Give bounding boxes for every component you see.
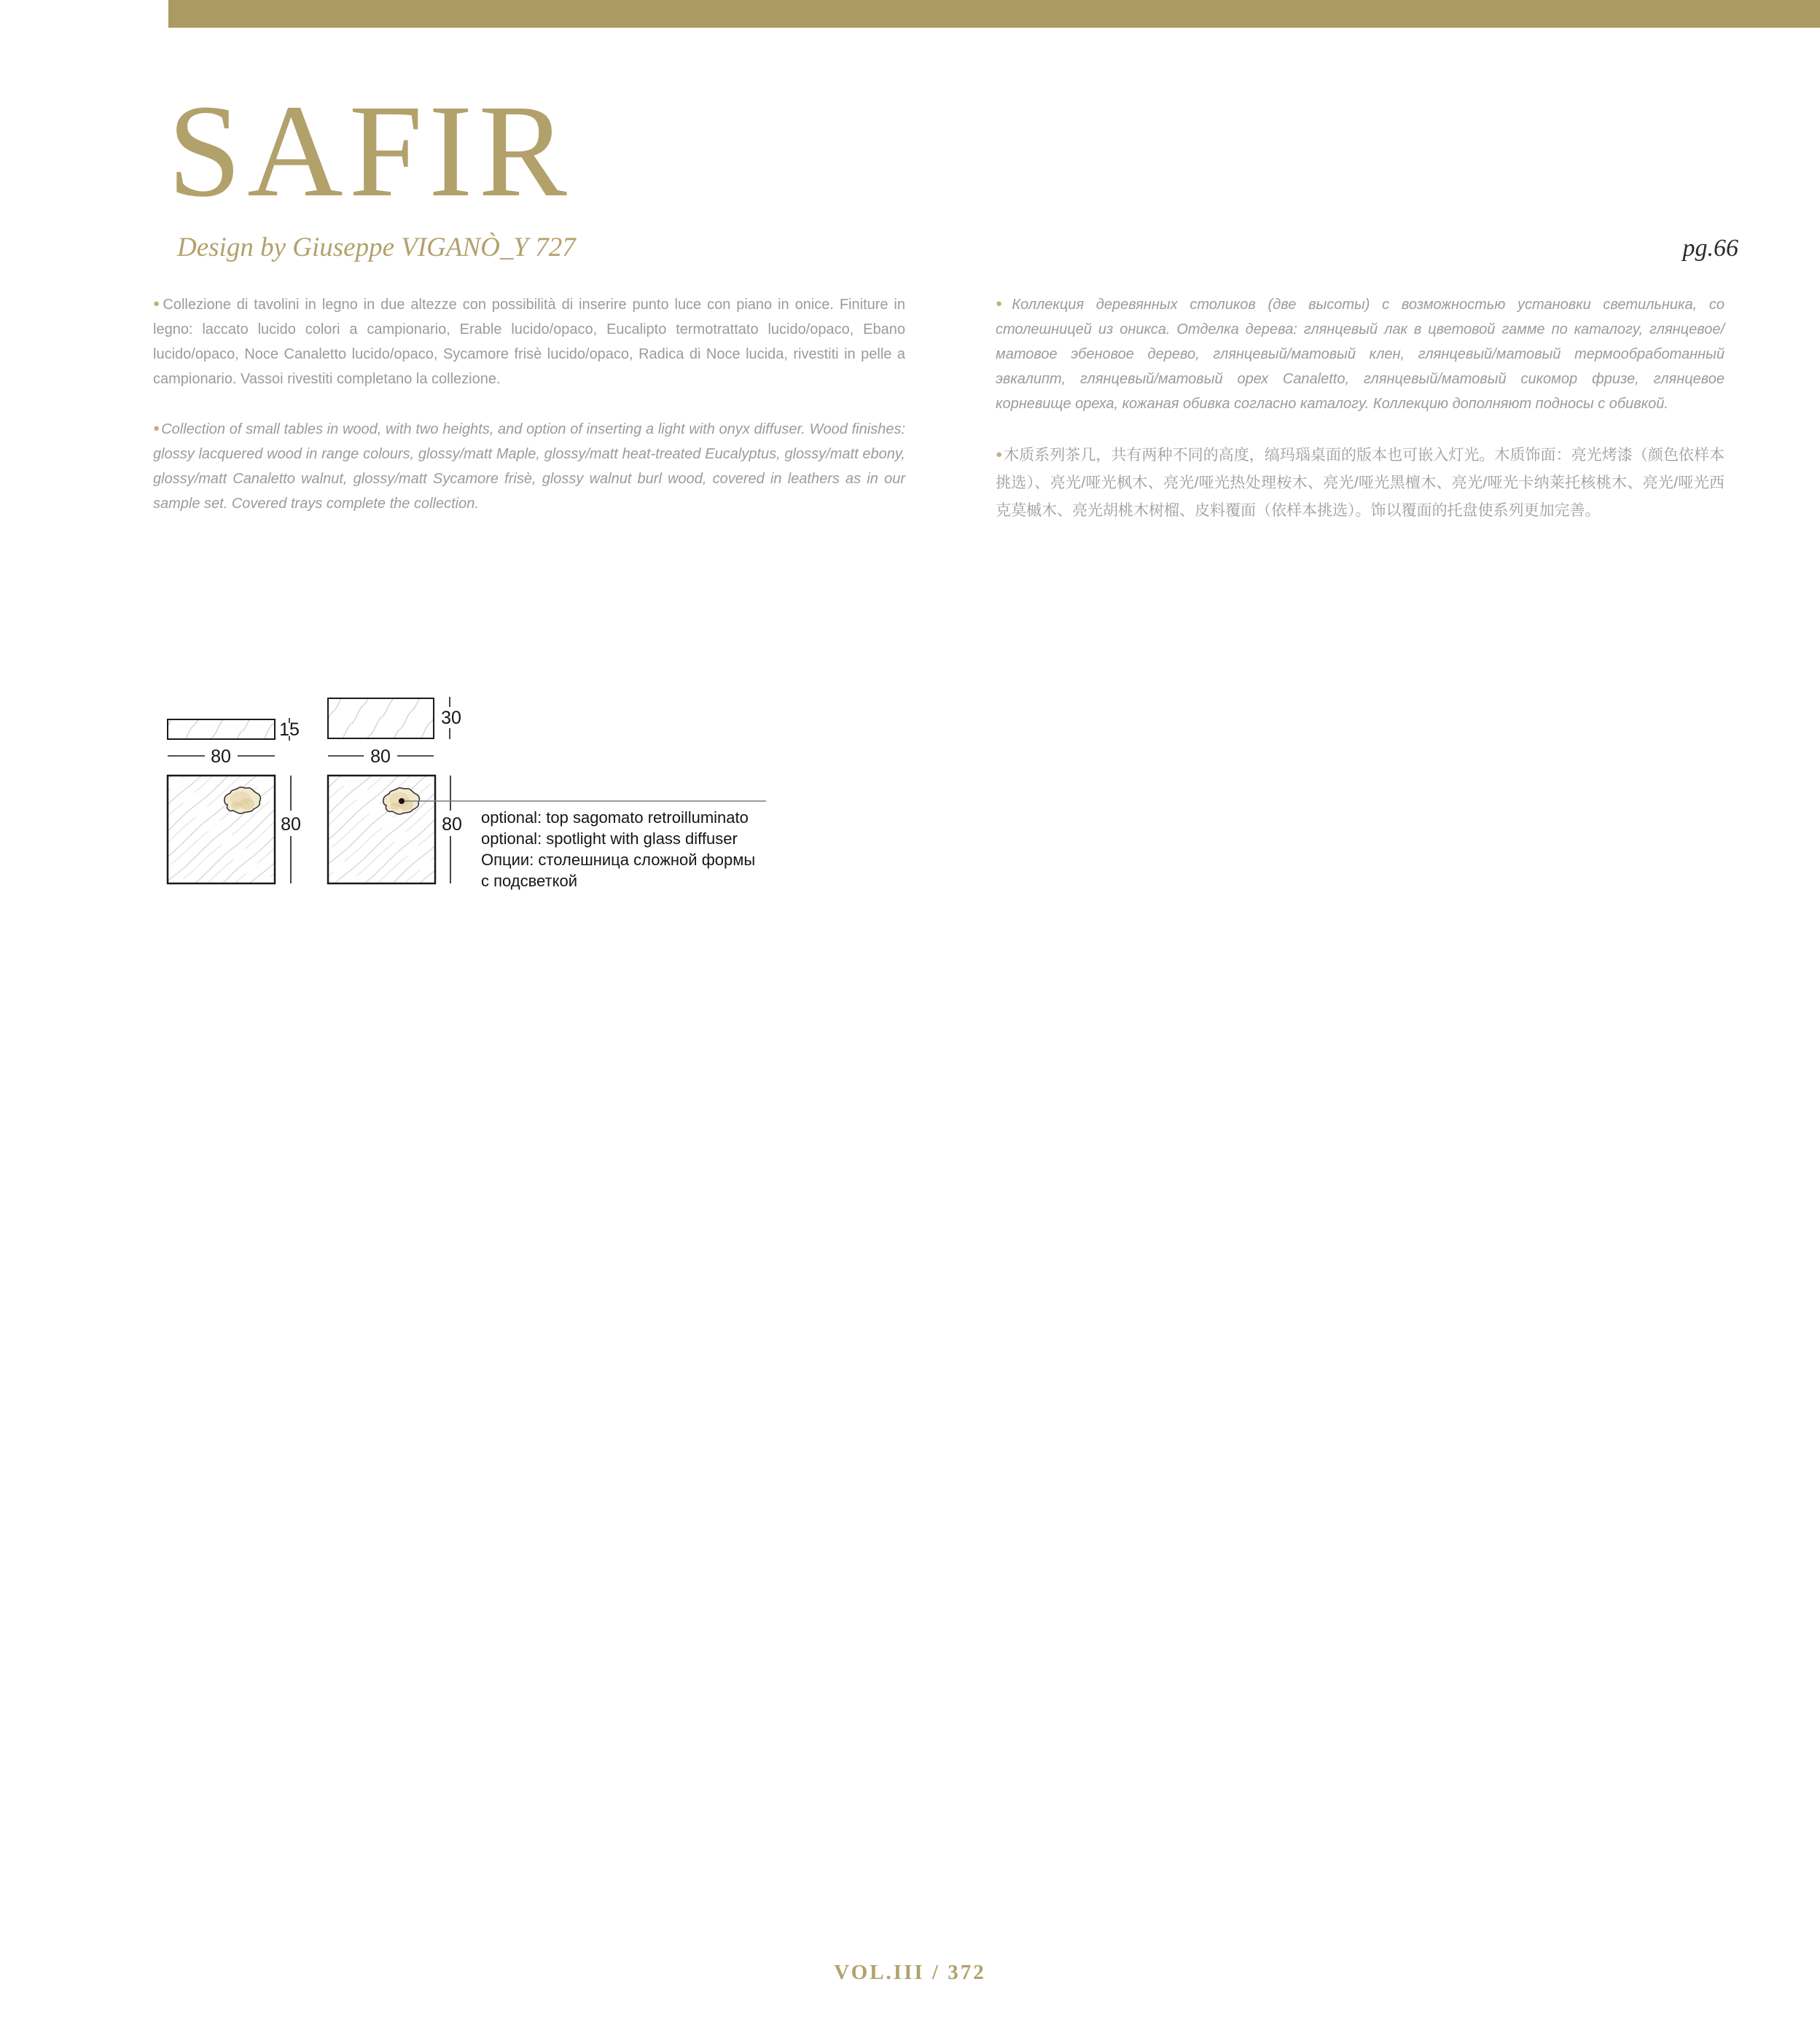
paragraph-chinese	[996, 441, 1725, 525]
paragraph-russian	[996, 292, 1725, 416]
paragraph-italian-text: Collezione di tavolini in legno in due altezze con possibilità di inserire punto luce con piano in onice. Finiture in legno: laccato lucido colori a campionario, Erable lucido/opaco, Eucalipto termotrattato lucido/opaco, Ebano lucido/opaco, Noce Canaletto lucido/opaco, Sycamore frisè lucido/opaco, Radica di Noce lucida, rivestiti in pelle a campionario. Vassoi rivestiti completano la collezione.	[153, 297, 906, 387]
option-note-line: optional: top sagomato retroilluminato	[481, 808, 749, 827]
paragraph-russian-text: Коллекция деревянных столиков (две высоты) с возможностью установки светильника, со столешницей из оникса. Отделка дерева: глянцевый лак в цветовой гамме по каталогу, глянцевое/матовое эбеновое дерево, глянцевый/матовый клен, глянцевый/матовый термообработанный эвкалипт, глянцевый/матовый орех Canaletto, глянцевый/матовый сикомор фризе, глянцевое корневище ореха, кожаная обивка согласно каталогу. Коллекцию дополняют подносы с обивкой.	[996, 297, 1725, 412]
designer-subtitle: Design by Giuseppe VIGANÒ_Y 727	[177, 233, 576, 262]
bullet-icon: ●	[996, 448, 1003, 461]
front-view-high-table	[328, 698, 434, 738]
option-note-line: optional: spotlight with glass diffuser	[481, 829, 738, 848]
paragraph-chinese-text: 木质系列茶几，共有两种不同的高度，缟玛瑙桌面的版本也可嵌入灯光。木质饰面：亮光烤漆（颜色依样本挑选）、亮光/哑光枫木、亮光/哑光热处理桉木、亮光/哑光黑檀木、亮光/哑光卡纳莱托核桃木、亮光/哑光西克莫槭木、亮光胡桃木树榴、皮料覆面（依样本挑选）。饰以覆面的托盘使系列更加完善。	[996, 447, 1725, 519]
volume-page-footer: VOL.III / 372	[834, 1961, 986, 1984]
top-view-low-table	[168, 776, 275, 883]
dim-label-high-height: 30	[441, 708, 461, 728]
front-view-low-table	[168, 719, 275, 739]
option-note-line: Опции: столешница сложной формы	[481, 851, 756, 869]
technical-drawing	[146, 678, 802, 918]
top-gold-bar	[168, 0, 1820, 28]
text-column-right	[996, 292, 1725, 550]
option-note-line: с подсветкой	[481, 872, 578, 890]
paragraph-english-text: Collection of small tables in wood, with two heights, and option of inserting a light with onyx diffuser. Wood finishes: glossy lacquered wood in range colours, glossy/matt Maple, glossy/matt heat-treated Eucalyptus, glossy/matt ebony, glossy/matt Canaletto walnut, glossy/matt Sycamore frisè, glossy walnut burl wood, covered in leathers as in our sample set. Covered trays complete the collection.	[153, 421, 905, 512]
dim-label-high-width: 80	[370, 746, 391, 767]
paragraph-italian	[153, 292, 905, 391]
dim-label-low-depth: 80	[281, 814, 301, 835]
dim-label-low-width: 80	[211, 746, 231, 767]
dim-label-high-depth: 80	[442, 814, 462, 835]
paragraph-english	[153, 416, 905, 516]
text-column-left	[153, 292, 905, 541]
spotlight-dot	[399, 798, 405, 804]
dim-label-low-height: 15	[279, 719, 300, 740]
top-view-high-table	[328, 776, 435, 883]
bullet-icon: ●	[153, 297, 162, 310]
bullet-icon: ●	[996, 297, 1011, 310]
page-title: SAFIR	[168, 78, 573, 225]
bullet-icon: ●	[153, 422, 160, 434]
page-reference: pg.66	[1682, 235, 1738, 262]
